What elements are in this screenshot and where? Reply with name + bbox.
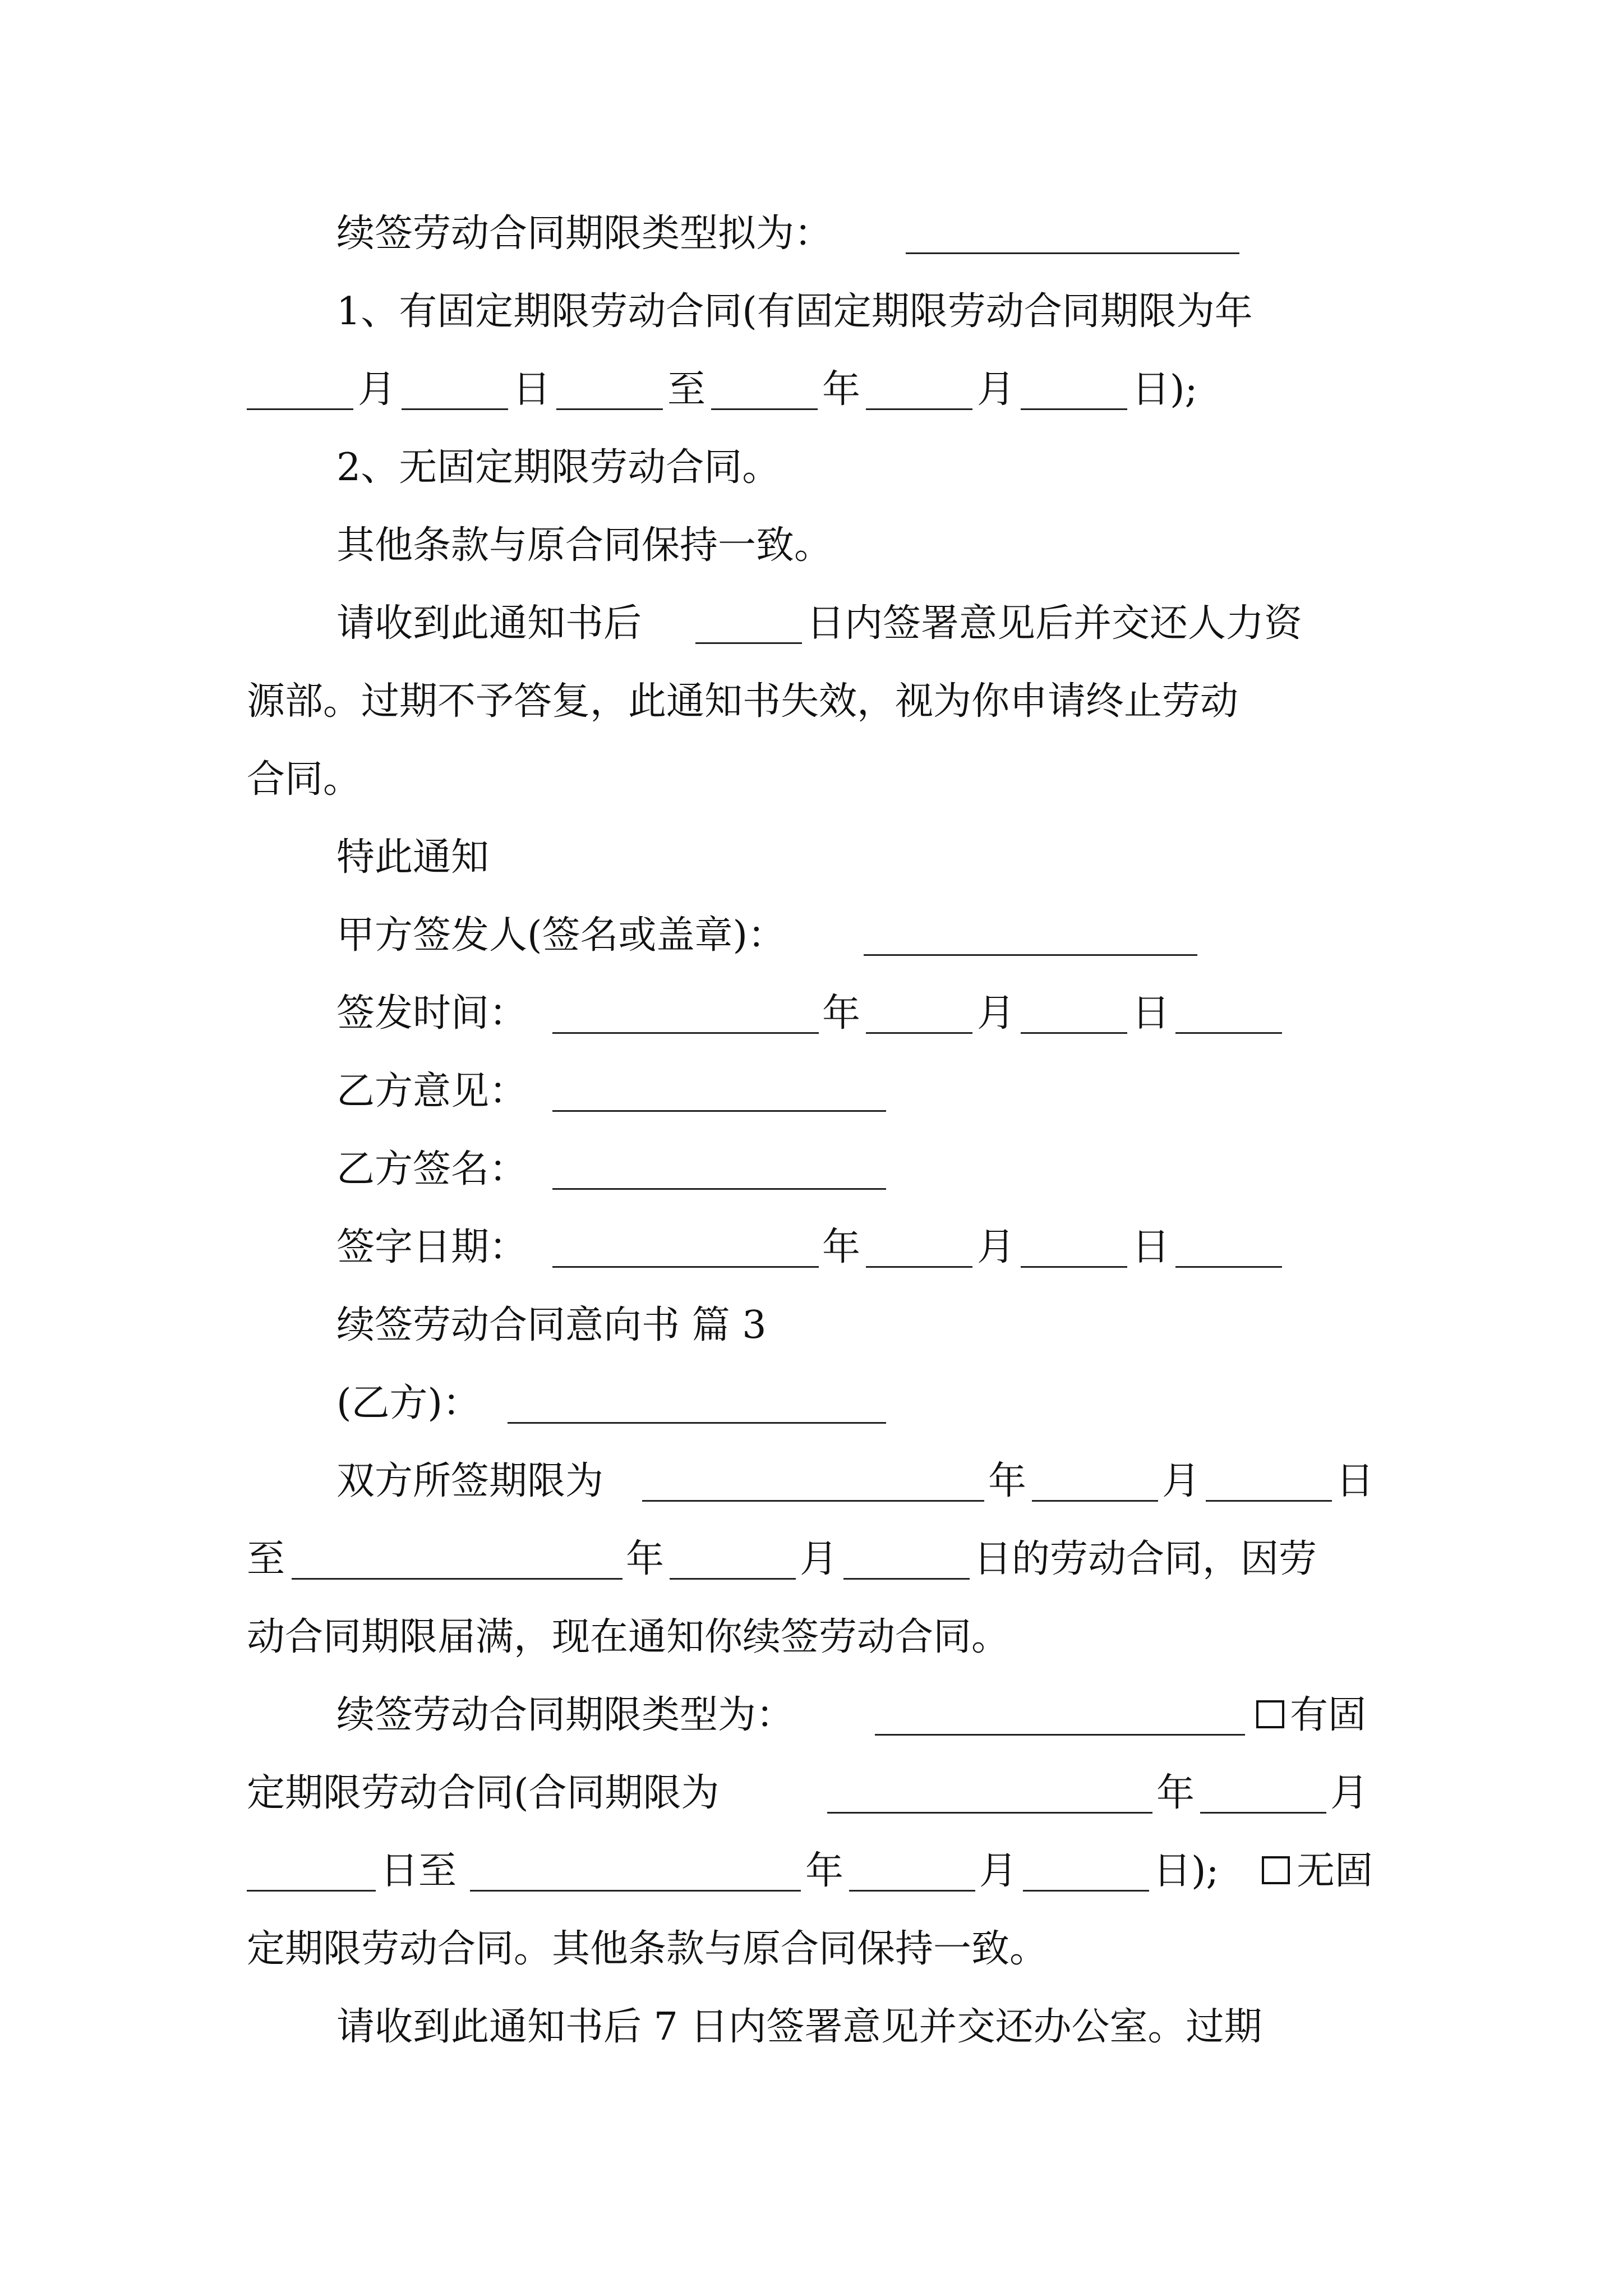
fill-blank[interactable] [552,1188,886,1190]
party-a-signer-line [0,903,1623,969]
fixed-term-period-end-line [0,1838,1623,1904]
text: 定期限劳动合同。其他条款与原合同保持一致。 [247,1927,1048,1971]
indefinite-term-option-line [0,435,1623,501]
fill-blank[interactable] [866,1032,972,1034]
text: 签发时间： [336,991,528,1036]
fill-blank[interactable] [1200,1812,1326,1814]
text: 至 [667,367,706,412]
fixed-term-period-line [0,1760,1623,1826]
fill-blank[interactable] [827,1812,1152,1814]
fill-blank[interactable] [247,408,353,410]
issue-date-line [0,981,1623,1047]
text: 日的劳动合同，因劳 [974,1537,1317,1581]
text: 月 [977,1225,1016,1269]
text: 日内签署意见后并交还人力资 [806,601,1303,646]
fill-blank[interactable] [1175,1266,1282,1268]
other-terms-line [0,513,1623,579]
fill-blank[interactable] [556,408,663,410]
text: 日); [1153,1849,1219,1893]
text: 有固 [1290,1693,1367,1737]
text: 续签劳动合同期限类型拟为： [336,211,833,256]
text: 无固 [1297,1849,1373,1893]
fill-blank[interactable] [1021,408,1127,410]
paragraph-continuation [0,1604,1623,1671]
fill-blank[interactable] [843,1578,970,1580]
fill-blank[interactable] [508,1422,886,1424]
text: 甲方签发人(签名或盖章)： [336,913,786,958]
text: 年 [988,1459,1027,1503]
fill-blank[interactable] [864,954,1197,956]
fill-blank[interactable] [1021,1266,1127,1268]
text: 其他条款与原合同保持一致。 [336,523,833,568]
text: 年 [822,991,861,1036]
text: 月 [1330,1771,1369,1815]
text: 日 [1132,991,1170,1036]
fill-blank[interactable] [1206,1500,1332,1502]
text: 月 [800,1537,838,1581]
text: 合同。 [247,757,362,802]
party-b-name-line [0,1370,1623,1437]
notice-closing [0,825,1623,891]
fill-blank[interactable] [1021,1032,1127,1034]
fill-blank[interactable] [552,1110,886,1112]
text: 签字日期： [336,1225,528,1269]
fill-blank[interactable] [470,1890,801,1892]
text: 动合同期限届满，现在通知你续签劳动合同。 [247,1615,1010,1659]
text: 年 [822,1225,861,1269]
paragraph-continuation [0,1916,1623,1982]
section-heading [0,1292,1623,1359]
text: 日 [1336,1459,1375,1503]
party-b-opinion-line [0,1059,1623,1125]
indefinite-term-checkbox[interactable] [1262,1856,1290,1884]
text: 源部。过期不予答复，此通知书失效，视为你申请终止劳动 [247,679,1239,724]
party-b-signature-line [0,1137,1623,1203]
text: (乙方)： [336,1381,481,1425]
text: 请收到此通知书后 [336,601,642,646]
fill-blank[interactable] [1175,1032,1282,1034]
text: 年 [1156,1771,1195,1815]
fill-blank[interactable] [552,1266,819,1268]
text: 至 [247,1537,285,1581]
sign-date-line [0,1214,1623,1281]
text: 日 [513,367,551,412]
text: 月 [358,367,396,412]
fill-blank[interactable] [875,1734,1245,1736]
contract-term-line [0,1448,1623,1515]
fill-blank[interactable] [292,1578,623,1580]
fixed-term-option-line [0,279,1623,345]
text: 请收到此通知书后 7 日内签署意见并交还办公室。过期 [336,2005,1262,2049]
text: 日); [1132,367,1198,412]
fixed-term-date-line [0,357,1623,423]
fill-blank[interactable] [247,1890,376,1892]
fill-blank[interactable] [866,1266,972,1268]
fill-blank[interactable] [670,1578,796,1580]
text: 双方所签期限为 [336,1459,604,1503]
text: 乙方签名： [336,1147,528,1191]
fill-blank[interactable] [552,1032,819,1034]
fill-blank[interactable] [695,642,802,644]
fill-blank[interactable] [906,252,1239,254]
text: 年 [822,367,861,412]
reply-deadline-line [0,1994,1623,2060]
text: 月 [1162,1459,1201,1503]
fill-blank[interactable] [1023,1890,1149,1892]
fixed-term-checkbox[interactable] [1256,1700,1284,1728]
text: 年 [626,1537,665,1581]
text: 日至 [380,1849,457,1893]
reply-deadline-line [0,591,1623,657]
renewal-type-line [0,1682,1623,1749]
renewal-type-proposed-line [0,201,1623,267]
text: 月 [979,1849,1018,1893]
fill-blank[interactable] [711,408,818,410]
fill-blank[interactable] [402,408,508,410]
text: 2、无固定期限劳动合同。 [336,445,781,490]
paragraph-continuation [0,669,1623,735]
text: 日 [1132,1225,1170,1269]
text: 续签劳动合同期限类型为： [336,1693,795,1737]
fill-blank[interactable] [866,408,972,410]
text: 年 [805,1849,844,1893]
text: 特此通知 [336,835,490,880]
text: 续签劳动合同意向书 篇 3 [336,1303,767,1347]
fill-blank[interactable] [642,1500,984,1502]
fill-blank[interactable] [849,1890,975,1892]
text: 月 [977,991,1016,1036]
contract-term-end-line [0,1526,1623,1593]
paragraph-continuation [0,747,1623,813]
text: 1、有固定期限劳动合同(有固定期限劳动合同期限为年 [336,289,1253,334]
text: 月 [977,367,1016,412]
text: 定期限劳动合同(合同期限为 [247,1771,720,1815]
fill-blank[interactable] [1032,1500,1158,1502]
text: 乙方意见： [336,1069,528,1114]
